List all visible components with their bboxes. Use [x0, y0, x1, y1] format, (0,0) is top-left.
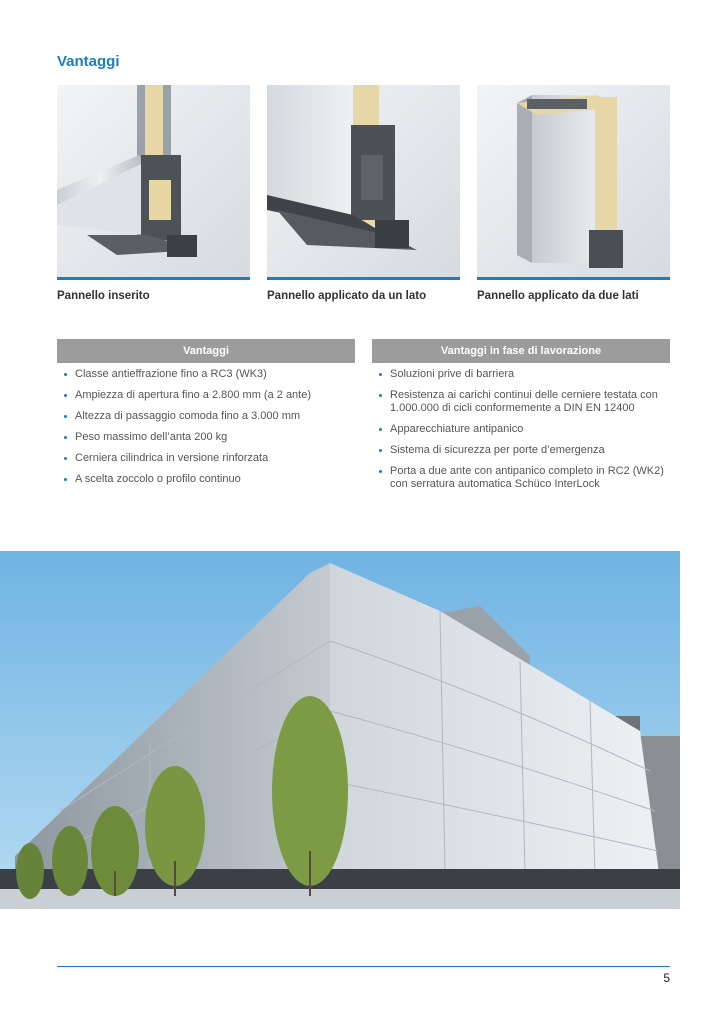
panel-inserted-accent	[57, 277, 250, 280]
panel-two-sides-accent	[477, 277, 670, 280]
list-item: A scelta zoccolo o profilo continuo	[60, 473, 350, 486]
list-item: Resistenza ai carichi continui delle cerniere testata con 1.000.000 di cicli conformemente a DIN EN 12400	[375, 389, 665, 415]
processing-advantages-list	[375, 368, 665, 499]
list-item: Classe antieffrazione fino a RC3 (WK3)	[60, 368, 350, 381]
list-item: Peso massimo dell’anta 200 kg	[60, 431, 350, 444]
page-number: 5	[663, 971, 670, 985]
list-item: Sistema di sicurezza per porte d’emergenza	[375, 444, 665, 457]
page-title: Vantaggi	[57, 53, 120, 70]
panel-two-sides-caption: Pannello applicato da due lati	[477, 290, 639, 302]
panel-one-side-accent	[267, 277, 460, 280]
panel-one-side-caption: Pannello applicato da un lato	[267, 290, 427, 302]
list-item: Porta a due ante con antipanico completo in RC2 (WK2) con serratura automatica Schüco InterLock	[375, 465, 665, 491]
advantages-box-header: Vantaggi	[57, 339, 355, 363]
panel-inserted-caption: Pannello inserito	[57, 290, 150, 302]
list-item: Soluzioni prive di barriera	[375, 368, 665, 381]
processing-advantages-box-header: Vantaggi in fase di lavorazione	[372, 339, 670, 363]
list-item: Cerniera cilindrica in versione rinforzata	[60, 452, 350, 465]
building-photo	[0, 551, 680, 909]
panel-inserted-image	[57, 85, 250, 277]
list-item: Altezza di passaggio comoda fino a 3.000 mm	[60, 410, 350, 423]
advantages-list	[60, 368, 350, 494]
panel-one-side-image	[267, 85, 460, 277]
list-item: Ampiezza di apertura fino a 2.800 mm (a 2 ante)	[60, 389, 350, 402]
list-item: Apparecchiature antipanico	[375, 423, 665, 436]
panel-two-sides-image	[477, 85, 670, 277]
footer-rule	[57, 966, 670, 967]
